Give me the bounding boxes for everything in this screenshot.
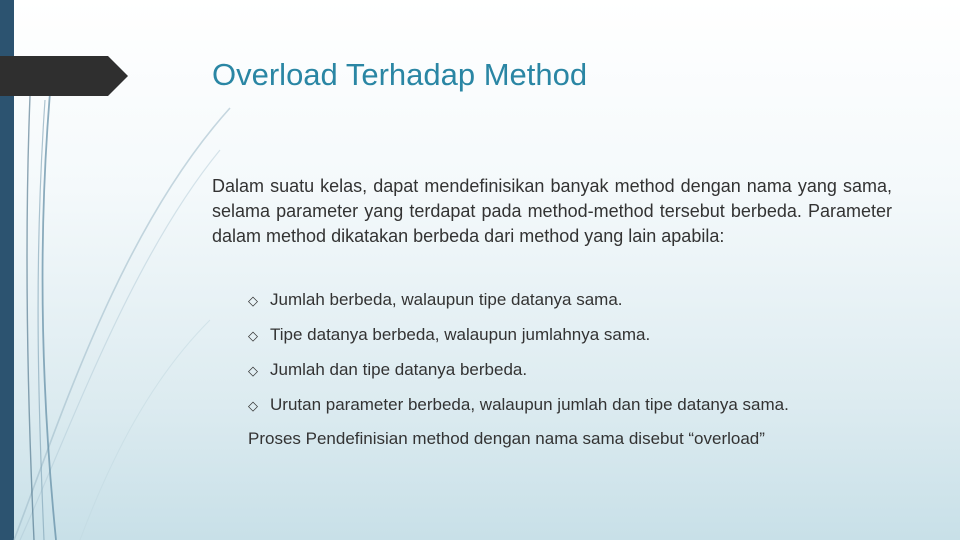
slide-title: Overload Terhadap Method <box>212 57 588 92</box>
diamond-bullet-icon: ◇ <box>248 329 258 344</box>
list-item <box>248 357 928 383</box>
intro-paragraph: Dalam suatu kelas, dapat mendefinisikan banyak method dengan nama yang sama, selama parameter yang terdapat pada method-method tersebut berbeda. Parameter dalam method dikatakan berbeda dari method yang lain apabila: <box>212 176 892 246</box>
conclusion-text: Proses Pendefinisian method dengan nama sama disebut “overload” <box>248 429 765 448</box>
diamond-bullet-icon: ◇ <box>248 399 258 414</box>
bullet-text: Urutan parameter berbeda, walaupun jumlah dan tipe datanya sama. <box>270 395 789 414</box>
list-item <box>248 322 928 348</box>
diamond-bullet-icon: ◇ <box>248 364 258 379</box>
list-item <box>248 392 928 418</box>
list-item <box>248 287 928 313</box>
title-tab-shape <box>0 56 128 96</box>
bullet-text: Jumlah berbeda, walaupun tipe datanya sama. <box>270 290 623 309</box>
bullet-text: Jumlah dan tipe datanya berbeda. <box>270 360 528 379</box>
bullet-text: Tipe datanya berbeda, walaupun jumlahnya sama. <box>270 325 651 344</box>
diamond-bullet-icon: ◇ <box>248 294 258 309</box>
bullet-list <box>248 287 928 427</box>
